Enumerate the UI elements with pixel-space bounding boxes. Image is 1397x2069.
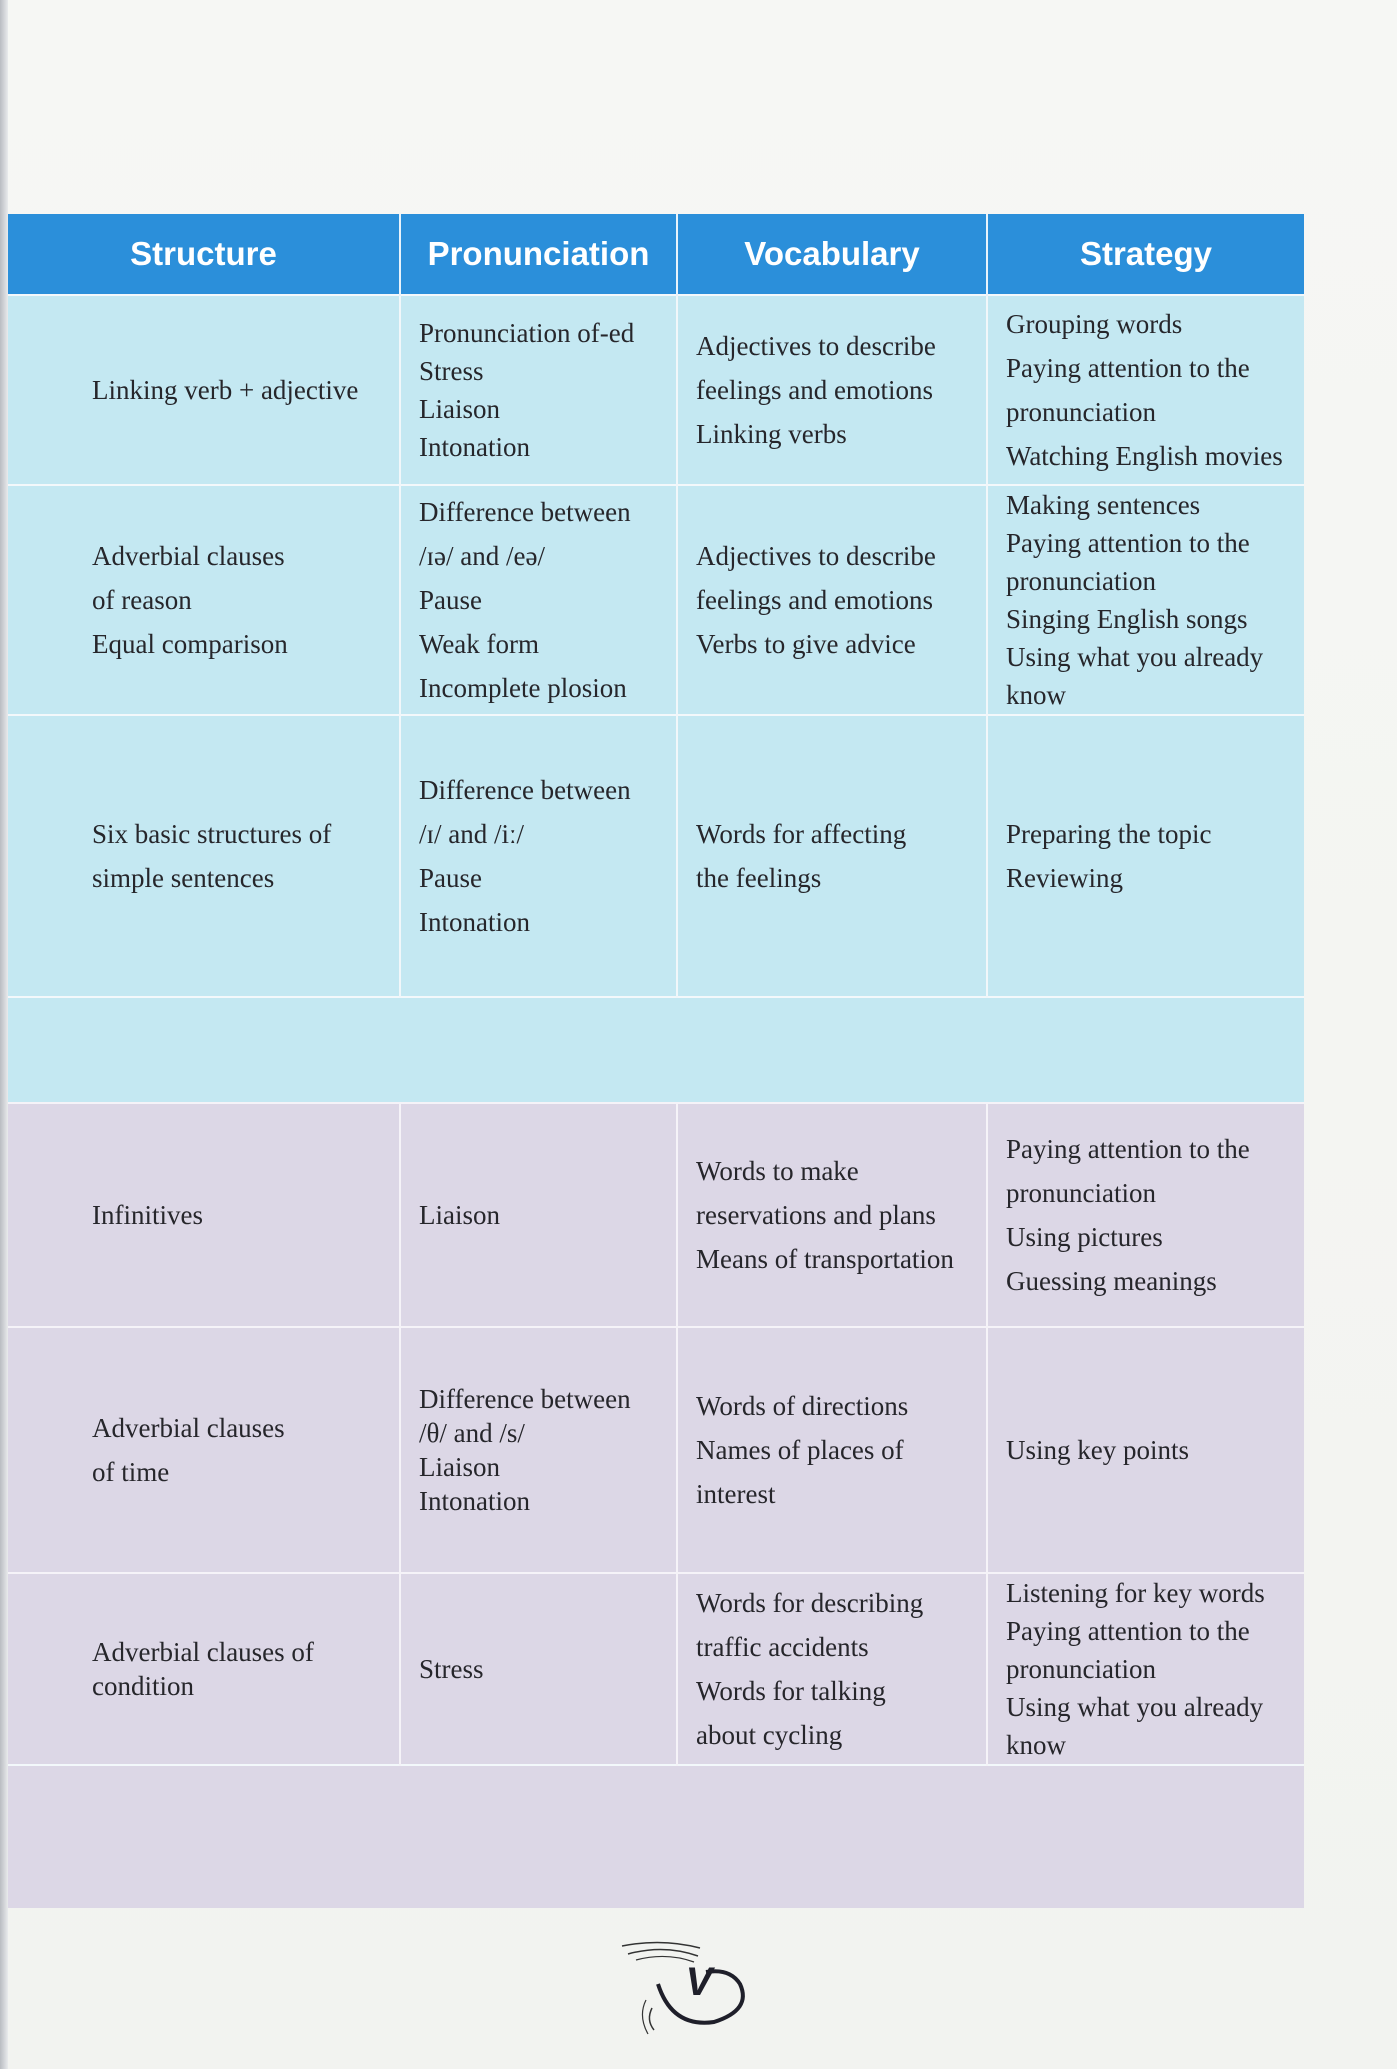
structure-line: Infinitives — [92, 1200, 203, 1230]
vocabulary-cell — [677, 295, 987, 485]
pronunciation-line: Liaison — [419, 1452, 500, 1482]
strategy-line: pronunciation — [1006, 1178, 1156, 1208]
structure-line: simple sentences — [92, 863, 275, 893]
pronunciation-line: Pause — [419, 585, 482, 615]
pronunciation-cell — [400, 1103, 677, 1327]
structure-line: Adverbial clauses of — [92, 1637, 314, 1667]
vocabulary-line: feelings and emotions — [696, 585, 933, 615]
structure-cell — [8, 295, 400, 485]
scan-edge — [0, 0, 8, 2069]
vocabulary-line: interest — [696, 1479, 776, 1509]
header-row — [8, 214, 1304, 295]
strategy-line: Listening for key words — [1006, 1578, 1265, 1608]
vocabulary-line: about cycling — [696, 1720, 843, 1750]
pronunciation-line: Stress — [419, 1654, 484, 1684]
strategy-cell — [987, 485, 1304, 715]
table-body — [8, 295, 1304, 1908]
strategy-line: Using key points — [1006, 1435, 1190, 1465]
strategy-line: Using what you already — [1006, 642, 1264, 672]
pronunciation-line: Difference between — [419, 1384, 631, 1414]
vocabulary-cell — [677, 1327, 987, 1573]
vocabulary-cell — [677, 1573, 987, 1765]
vocabulary-line: reservations and plans — [696, 1200, 936, 1230]
pronunciation-line: /ɪə/ and /eə/ — [419, 541, 545, 571]
table-row — [8, 295, 1304, 485]
vocabulary-line: Verbs to give advice — [696, 629, 916, 659]
pronunciation-cell — [400, 1327, 677, 1573]
strategy-cell — [987, 295, 1304, 485]
structure-cell — [8, 1327, 400, 1573]
pronunciation-line: Intonation — [419, 907, 530, 937]
strategy-cell — [987, 1327, 1304, 1573]
structure-cell — [8, 1573, 400, 1765]
header-vocabulary: Vocabulary — [677, 214, 987, 295]
structure-line: of time — [92, 1457, 170, 1487]
strategy-cell — [987, 715, 1304, 997]
strategy-line: pronunciation — [1006, 566, 1156, 596]
structure-cell — [8, 485, 400, 715]
header-pronunciation: Pronunciation — [400, 214, 677, 295]
pronunciation-cell — [400, 485, 677, 715]
pronunciation-line: Intonation — [419, 1486, 530, 1516]
vocabulary-line: the feelings — [696, 863, 822, 893]
section-spacer-violet — [8, 1765, 1304, 1908]
structure-cell — [8, 1103, 400, 1327]
strategy-line: Guessing meanings — [1006, 1266, 1217, 1296]
strategy-line: Making sentences — [1006, 490, 1201, 520]
strategy-line: know — [1006, 1730, 1066, 1760]
vocabulary-cell — [677, 715, 987, 997]
strategy-line: pronunciation — [1006, 1654, 1156, 1684]
strategy-line: Paying attention to the — [1006, 353, 1250, 383]
strategy-line: Reviewing — [1006, 863, 1123, 893]
vocabulary-line: Adjectives to describe — [696, 331, 936, 361]
strategy-line: Grouping words — [1006, 309, 1183, 339]
table-header — [8, 214, 1304, 295]
structure-line: Linking verb + adjective — [92, 375, 359, 405]
table-row — [8, 1573, 1304, 1765]
structure-line: of reason — [92, 585, 192, 615]
structure-line: Six basic structures of — [92, 819, 332, 849]
header-strategy: Strategy — [987, 214, 1304, 295]
page-number-emblem — [602, 1938, 752, 2048]
strategy-line: Paying attention to the — [1006, 1134, 1250, 1164]
strategy-cell — [987, 1573, 1304, 1765]
structure-cell — [8, 715, 400, 997]
pronunciation-line: Difference between — [419, 775, 631, 805]
contents-table — [8, 214, 1304, 1908]
vocabulary-line: Linking verbs — [696, 419, 847, 449]
vocabulary-line: Words for describing — [696, 1588, 924, 1618]
vocabulary-line: feelings and emotions — [696, 375, 933, 405]
pronunciation-line: Pronunciation of-ed — [419, 318, 635, 348]
vocabulary-line: Words for affecting — [696, 819, 907, 849]
structure-line: condition — [92, 1671, 194, 1701]
pronunciation-line: Liaison — [419, 394, 500, 424]
pronunciation-line: Difference between — [419, 497, 631, 527]
vocabulary-cell — [677, 485, 987, 715]
table-row — [8, 1327, 1304, 1573]
pronunciation-line: /θ/ and /s/ — [419, 1418, 525, 1448]
header-structure: Structure — [8, 214, 400, 295]
vocabulary-cell — [677, 1103, 987, 1327]
pronunciation-line: Intonation — [419, 432, 530, 462]
strategy-line: Using pictures — [1006, 1222, 1163, 1252]
pronunciation-cell — [400, 715, 677, 997]
pronunciation-line: Weak form — [419, 629, 540, 659]
strategy-line: know — [1006, 680, 1066, 710]
table-row — [8, 1103, 1304, 1327]
structure-line: Equal comparison — [92, 629, 288, 659]
pronunciation-cell — [400, 1573, 677, 1765]
page-number: V — [685, 1960, 713, 2004]
table-row — [8, 715, 1304, 997]
strategy-cell — [987, 1103, 1304, 1327]
pronunciation-cell — [400, 295, 677, 485]
strategy-line: Preparing the topic — [1006, 819, 1212, 849]
pronunciation-line: /ɪ/ and /iː/ — [419, 819, 524, 849]
vocabulary-line: Words to make — [696, 1156, 859, 1186]
spacer-cell — [8, 1765, 1304, 1908]
pronunciation-line: Incomplete plosion — [419, 673, 627, 703]
structure-line: Adverbial clauses — [92, 541, 285, 571]
table-row — [8, 485, 1304, 715]
section-spacer-blue — [8, 997, 1304, 1103]
strategy-line: Paying attention to the — [1006, 528, 1250, 558]
vocabulary-line: Means of transportation — [696, 1244, 954, 1274]
pronunciation-line: Stress — [419, 356, 484, 386]
structure-line: Adverbial clauses — [92, 1413, 285, 1443]
strategy-line: Using what you already — [1006, 1692, 1264, 1722]
strategy-line: pronunciation — [1006, 397, 1156, 427]
vocabulary-line: Names of places of — [696, 1435, 904, 1465]
pronunciation-line: Liaison — [419, 1200, 500, 1230]
vocabulary-line: Words of directions — [696, 1391, 909, 1421]
strategy-line: Watching English movies — [1006, 441, 1283, 471]
strategy-line: Singing English songs — [1006, 604, 1248, 634]
pronunciation-line: Pause — [419, 863, 482, 893]
strategy-line: Paying attention to the — [1006, 1616, 1250, 1646]
vocabulary-line: traffic accidents — [696, 1632, 869, 1662]
vocabulary-line: Adjectives to describe — [696, 541, 936, 571]
spacer-cell — [8, 997, 1304, 1103]
vocabulary-line: Words for talking — [696, 1676, 886, 1706]
